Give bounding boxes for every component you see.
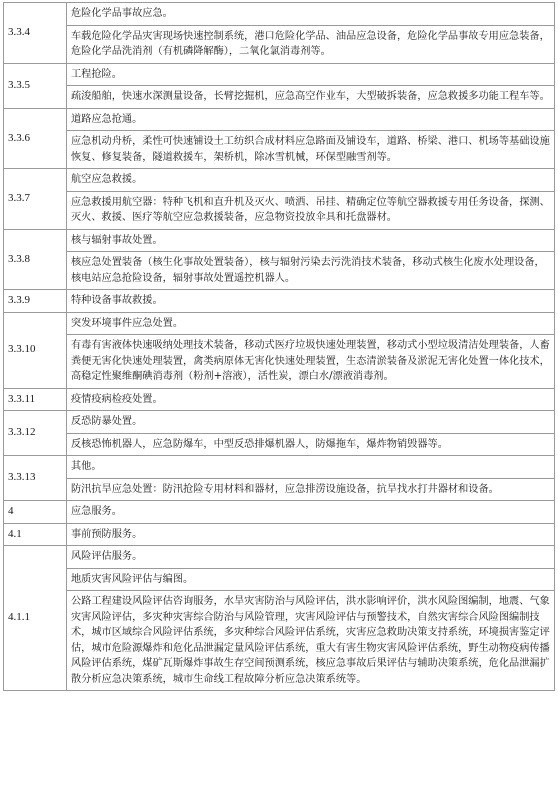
section-heading: 事前预防服务。 <box>67 523 555 546</box>
section-description: 有毒有害液体快速吸纳处理技术装备，移动式医疗垃圾快速处理装置，移动式小型垃圾清洁处理装备，人畜粪便无害化快速处理装置，禽类病原体无害化快速处理装置，生态清淤装备及淤泥无害化处置一体化技术，高稳定性聚维酮碘消毒剂（粉剂+溶液），活性炭，漂白水/漂液消毒剂。 <box>67 335 555 389</box>
section-heading: 其他。 <box>67 456 555 479</box>
table-row <box>4 501 555 524</box>
section-heading: 风险评估服务。 <box>67 546 555 569</box>
section-description: 车载危险化学品灾害现场快速控制系统，港口危险化学品、油品应急设备，危险化学品事故专用应急装备，危险化学品洗消剂（有机磷降解酶），二氧化氯消毒剂等。 <box>67 25 555 63</box>
table-row <box>4 411 555 434</box>
table-row <box>4 252 555 290</box>
section-description: 反核恐怖机器人，应急防爆车，中型反恐排爆机器人，防爆拖车，爆炸物销毁器等。 <box>67 433 555 456</box>
table-row <box>4 86 555 109</box>
section-code: 3.3.13 <box>4 456 67 501</box>
section-heading: 工程抢险。 <box>67 63 555 86</box>
section-code: 3.3.8 <box>4 229 67 290</box>
table-row <box>4 546 555 569</box>
table-row <box>4 523 555 546</box>
table-row <box>4 433 555 456</box>
section-code: 3.3.5 <box>4 63 67 108</box>
section-code: 3.3.10 <box>4 312 67 388</box>
table-row <box>4 290 555 313</box>
section-heading: 航空应急救援。 <box>67 169 555 192</box>
section-code: 3.3.6 <box>4 108 67 169</box>
table-row <box>4 312 555 335</box>
table-row <box>4 131 555 169</box>
catalog-body <box>4 3 555 691</box>
table-row <box>4 108 555 131</box>
section-code: 4.1 <box>4 523 67 546</box>
section-heading: 应急服务。 <box>67 501 555 524</box>
section-description: 疏浚船舶，快速水深测量设备，长臂挖掘机，应急高空作业车，大型破拆装备，应急救援多功能工程车等。 <box>67 86 555 109</box>
section-heading: 反恐防暴处置。 <box>67 411 555 434</box>
section-code: 4.1.1 <box>4 546 67 691</box>
table-row <box>4 3 555 26</box>
section-code: 4 <box>4 501 67 524</box>
table-row <box>4 191 555 229</box>
section-heading: 危险化学品事故应急。 <box>67 3 555 26</box>
section-code: 3.3.4 <box>4 3 67 64</box>
section-description: 地质灾害风险评估与编图。 <box>67 568 555 591</box>
section-code: 3.3.11 <box>4 388 67 411</box>
section-heading: 突发环境事件应急处置。 <box>67 312 555 335</box>
table-row <box>4 335 555 389</box>
section-description: 应急机动舟桥，柔性可快速铺设土工纺织合成材料应急路面及铺设车，道路、桥梁、港口、机场等基础设施恢复、修复装备，隧道救援车，架桥机，除冰雪机械，环保型融雪剂等。 <box>67 131 555 169</box>
section-heading: 核与辐射事故处置。 <box>67 229 555 252</box>
table-row <box>4 478 555 501</box>
table-row <box>4 388 555 411</box>
section-description: 防汛抗旱应急处置：防汛抢险专用材料和器材，应急排涝设施设备，抗旱找水打井器材和设备。 <box>67 478 555 501</box>
section-heading: 疫情疫病检疫处置。 <box>67 388 555 411</box>
section-description: 公路工程建设风险评估咨询服务，水旱灾害防治与风险评估，洪水影响评价，洪水风险图编制，地震、气象灾害风险评估，多灾种灾害综合防治与风险管理，灾害风险评估与预警技术，自然灾害综合风险图编制技术，城市区域综合风险评估系统，多灾种综合风险评估系统，灾害应急救助决策支持系统，环境损害鉴定评估，城市危险源爆炸和危化品泄漏定量风险评估系统，重大有害生物灾害风险评估系统，野生动物疫病传播风险评估系统，煤矿瓦斯爆炸事故生存空间预测系统，核应急事故后果评估与辅助决策系统，危化品泄漏扩散分析应急决策系统，城市生命线工程故障分析应急决策系统等。 <box>67 591 555 691</box>
table-row <box>4 591 555 691</box>
table-row <box>4 63 555 86</box>
section-description: 应急救援用航空器：特种飞机和直升机及灭火、喷洒、吊挂、精确定位等航空器救援专用任务设备，探测、灭火、救援、医疗等航空应急救援装备，应急物资投放伞具和托盘器材。 <box>67 191 555 229</box>
section-code: 3.3.9 <box>4 290 67 313</box>
emergency-catalog-table <box>3 2 555 691</box>
table-row <box>4 568 555 591</box>
section-heading: 道路应急抢通。 <box>67 108 555 131</box>
section-description: 核应急处置装备（核生化事故处置装备），核与辐射污染去污洗消技术装备，移动式核生化废水处理设备，核电站应急抢险设备，辐射事故处置遥控机器人。 <box>67 252 555 290</box>
table-row <box>4 169 555 192</box>
section-heading: 特种设备事故救援。 <box>67 290 555 313</box>
section-code: 3.3.7 <box>4 169 67 230</box>
table-row <box>4 25 555 63</box>
table-row <box>4 229 555 252</box>
table-row <box>4 456 555 479</box>
section-code: 3.3.12 <box>4 411 67 456</box>
